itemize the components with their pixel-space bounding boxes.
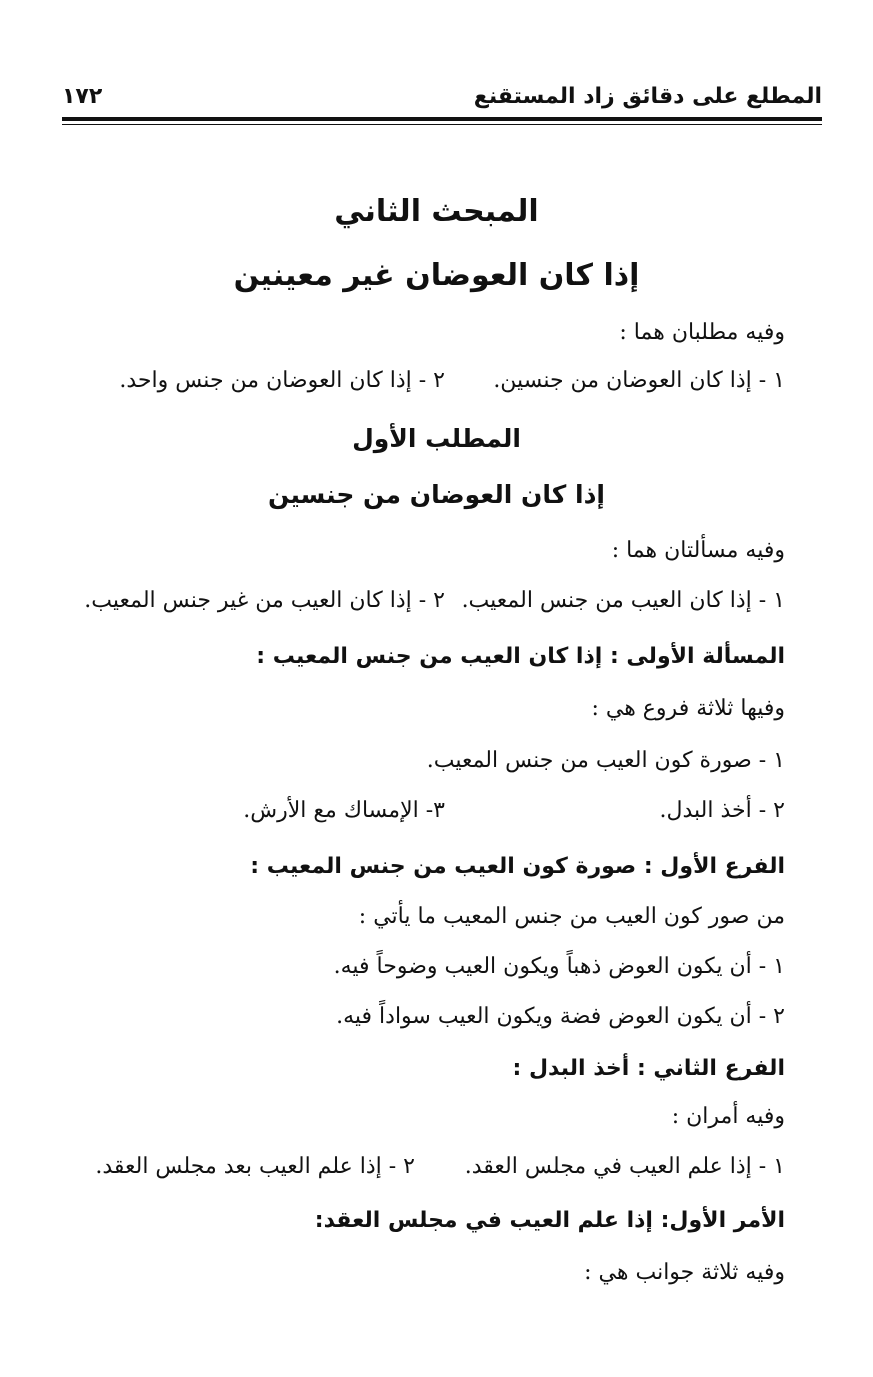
- intro-paragraph: وفيه مسألتان هما :: [611, 538, 785, 563]
- issue-heading: المسألة الأولى : إذا كان العيب من جنس المعيب :: [256, 644, 785, 669]
- list-item: ١ - صورة كون العيب من جنس المعيب.: [426, 748, 785, 773]
- list-item: ٣- الإمساك مع الأرش.: [243, 798, 445, 823]
- intro-paragraph: وفيها ثلاثة فروع هي :: [591, 696, 785, 721]
- section-heading: المبحث الثاني: [334, 194, 539, 229]
- list-item: ٢ - أن يكون العوض فضة ويكون العيب سواداً فيه.: [336, 1004, 785, 1029]
- branch-heading: الفرع الأول : صورة كون العيب من جنس المعيب :: [250, 854, 785, 879]
- page-number: ١٧٢: [62, 84, 103, 109]
- list-item: ١ - إذا علم العيب في مجلس العقد.: [464, 1154, 785, 1179]
- section-title: إذا كان العوضان غير معينين: [233, 258, 640, 293]
- subsection-title: إذا كان العوضان من جنسين: [267, 480, 605, 509]
- subsection-heading: المطلب الأول: [352, 424, 521, 453]
- list-item: ٢ - أخذ البدل.: [659, 798, 785, 823]
- list-item: ١ - إذا كان العوضان من جنسين.: [493, 368, 785, 393]
- intro-paragraph: وفيه ثلاثة جوانب هي :: [584, 1260, 785, 1285]
- intro-paragraph: وفيه أمران :: [671, 1104, 785, 1129]
- paragraph: من صور كون العيب من جنس المعيب ما يأتي :: [358, 904, 785, 929]
- matter-heading: الأمر الأول: إذا علم العيب في مجلس العقد:: [314, 1208, 785, 1233]
- list-item: ٢ - إذا علم العيب بعد مجلس العقد.: [95, 1154, 415, 1179]
- list-row: [60, 798, 785, 823]
- list-item: ١ - إذا كان العيب من جنس المعيب.: [461, 588, 785, 613]
- list-item: ١ - أن يكون العوض ذهباً ويكون العيب وضوحاً فيه.: [333, 954, 785, 979]
- list-item: ٢ - إذا كان العوضان من جنس واحد.: [119, 368, 445, 393]
- intro-paragraph: وفيه مطلبان هما :: [619, 320, 785, 345]
- book-title: المطلع على دقائق زاد المستقنع: [473, 84, 822, 109]
- list-item: ٢ - إذا كان العيب من غير جنس المعيب.: [84, 588, 445, 613]
- list-row: [60, 588, 785, 613]
- header-rule-thin: [62, 124, 822, 125]
- list-row: [60, 1154, 785, 1179]
- branch-heading: الفرع الثاني : أخذ البدل :: [512, 1056, 785, 1081]
- list-row: [60, 368, 785, 393]
- header-rule-thick: [62, 117, 822, 121]
- running-header: [62, 84, 822, 114]
